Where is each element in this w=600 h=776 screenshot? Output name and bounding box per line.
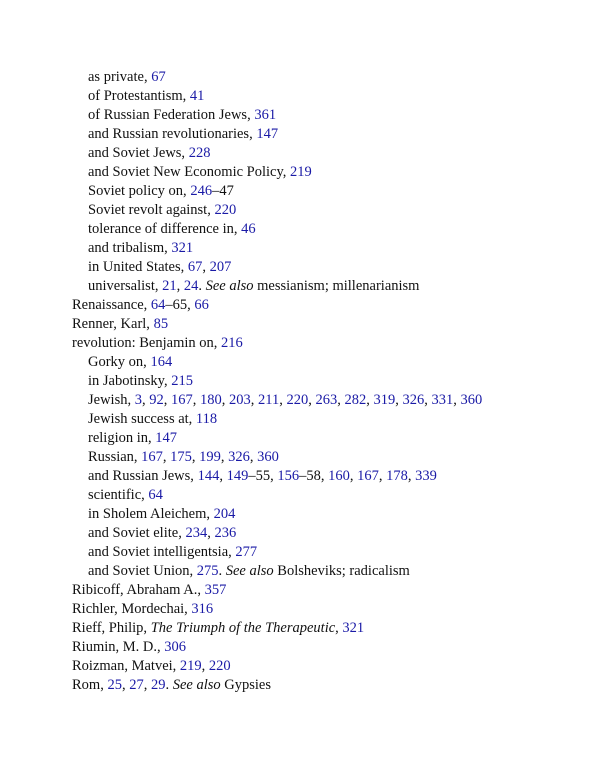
entry-text: universalist, <box>88 278 163 294</box>
index-entry <box>0 619 600 638</box>
index-entry <box>0 581 600 600</box>
index-subentry <box>0 524 600 543</box>
index-entry <box>0 657 600 676</box>
entry-text: , <box>279 392 287 408</box>
page-reference-link[interactable]: 220 <box>286 392 309 408</box>
page-reference-link[interactable]: 149 <box>226 468 249 484</box>
entry-text: scientific, <box>88 487 149 503</box>
entry-text: Rom, <box>72 677 108 693</box>
page-reference-link[interactable]: 360 <box>257 449 279 465</box>
index-subentry <box>0 258 600 277</box>
page-reference-link[interactable]: 219 <box>290 164 312 180</box>
index-subentry <box>0 239 600 258</box>
page-reference-link[interactable]: 216 <box>221 335 243 351</box>
entry-text: in Sholem Aleichem, <box>88 506 214 522</box>
page-reference-link[interactable]: 219 <box>179 658 202 674</box>
entry-text: , <box>192 392 200 408</box>
entry-text: as private, <box>88 69 152 85</box>
index-subentry <box>0 144 600 163</box>
entry-text: tolerance of difference in, <box>88 221 242 237</box>
entry-text: , <box>141 392 150 408</box>
entry-text: –55, <box>248 468 278 484</box>
page-reference-link[interactable]: 67 <box>151 69 166 85</box>
entry-text: . <box>218 563 226 579</box>
page-reference-link[interactable]: 167 <box>170 392 193 408</box>
entry-text: and Russian Jews, <box>88 468 198 484</box>
page-reference-link[interactable]: 360 <box>460 392 483 408</box>
page-reference-link[interactable]: 64 <box>150 297 166 313</box>
entry-text: Jewish success at, <box>88 411 196 427</box>
index-subentry <box>0 163 600 182</box>
entry-text: , <box>366 392 374 408</box>
entry-text: , <box>221 392 229 408</box>
entry-text: revolution: Benjamin on, <box>72 335 222 351</box>
page-reference-link[interactable]: 167 <box>141 449 163 465</box>
page-reference-link[interactable]: 66 <box>194 297 209 313</box>
page-reference-link[interactable]: 29 <box>150 677 166 693</box>
entry-text: Rieff, Philip, <box>72 620 151 636</box>
entry-text: –47 <box>212 183 234 199</box>
page-reference-link[interactable]: 275 <box>196 563 219 579</box>
page-reference-link[interactable]: 199 <box>199 449 221 465</box>
entry-text: . <box>198 278 206 294</box>
entry-text: and Soviet Jews, <box>88 145 189 161</box>
index-subentry <box>0 486 600 505</box>
index-subentry <box>0 505 600 524</box>
entry-text: in United States, <box>88 259 188 275</box>
entry-text: of Russian Federation Jews, <box>88 107 255 123</box>
entry-text: of Protestantism, <box>88 88 190 104</box>
entry-text: , <box>202 259 210 275</box>
entry-text: –58, <box>299 468 329 484</box>
entry-text: in Jabotinsky, <box>88 373 172 389</box>
page-reference-link[interactable]: 3 <box>134 392 142 408</box>
entry-text: and Soviet New Economic Policy, <box>88 164 291 180</box>
page-reference-link[interactable]: 156 <box>277 468 300 484</box>
entry-text: , <box>335 620 343 636</box>
index-subentry <box>0 410 600 429</box>
entry-text: , <box>249 449 258 465</box>
italic-text: See also <box>205 278 254 294</box>
italic-text: See also <box>172 677 221 693</box>
entry-text: , <box>121 677 130 693</box>
entry-text: Riumin, M. D., <box>72 639 165 655</box>
entry-text: Bolsheviks; radicalism <box>273 563 410 579</box>
page-reference-link[interactable]: 228 <box>188 145 211 161</box>
index-subentry <box>0 467 600 486</box>
index-subentry <box>0 201 600 220</box>
page-reference-link[interactable]: 246 <box>190 183 213 199</box>
entry-text: , <box>201 658 209 674</box>
page-reference-link[interactable]: 24 <box>183 278 199 294</box>
index-entry <box>0 315 600 334</box>
page-reference-link[interactable]: 180 <box>199 392 222 408</box>
entry-text: Richler, Mordechai, <box>72 601 192 617</box>
entry-text: , <box>176 278 184 294</box>
entry-text: –65, <box>165 297 195 313</box>
page-reference-link[interactable]: 207 <box>209 259 232 275</box>
page-reference-link[interactable]: 357 <box>204 582 227 598</box>
page-reference-link[interactable]: 211 <box>257 392 280 408</box>
page-reference-link[interactable]: 64 <box>148 487 163 503</box>
page-reference-link[interactable]: 316 <box>191 601 214 617</box>
page-reference-link[interactable]: 204 <box>213 506 236 522</box>
page-reference-link[interactable]: 220 <box>208 658 231 674</box>
entry-text: , <box>191 449 200 465</box>
entry-text: , <box>378 468 387 484</box>
page-reference-link[interactable]: 25 <box>107 677 122 693</box>
entry-text: , <box>395 392 403 408</box>
entry-text: and tribalism, <box>88 240 172 256</box>
page-reference-link[interactable]: 361 <box>254 107 277 123</box>
entry-text: and Soviet Union, <box>88 563 197 579</box>
index-entry <box>0 600 600 619</box>
index-subentry <box>0 372 600 391</box>
page-reference-link[interactable]: 263 <box>315 392 338 408</box>
entry-text: . <box>165 677 173 693</box>
page-reference-link[interactable]: 147 <box>256 126 279 142</box>
page-reference-link[interactable]: 67 <box>187 259 203 275</box>
index-entry <box>0 676 600 695</box>
index-subentry <box>0 429 600 448</box>
page-reference-link[interactable]: 92 <box>149 392 164 408</box>
italic-text: See also <box>225 563 274 579</box>
entry-text: Soviet policy on, <box>88 183 191 199</box>
page-reference-link[interactable]: 167 <box>357 468 379 484</box>
page-reference-link[interactable]: 331 <box>431 392 454 408</box>
italic-text: The Triumph of the Therapeutic <box>150 620 336 636</box>
entry-text: , <box>407 468 416 484</box>
page-reference-link[interactable]: 319 <box>373 392 396 408</box>
entry-text: and Russian revolutionaries, <box>88 126 257 142</box>
index-subentry <box>0 391 600 410</box>
page-reference-link[interactable]: 277 <box>235 544 258 560</box>
index-entry <box>0 334 600 353</box>
page-reference-link[interactable]: 326 <box>402 392 425 408</box>
page-reference-link[interactable]: 203 <box>228 392 251 408</box>
page-reference-link[interactable]: 118 <box>195 411 218 427</box>
index-subentry <box>0 353 600 372</box>
entry-text: Roizman, Matvei, <box>72 658 180 674</box>
page-reference-link[interactable]: 27 <box>129 677 144 693</box>
page-reference-link[interactable]: 175 <box>170 449 192 465</box>
page-reference-link[interactable]: 215 <box>171 373 193 389</box>
page-reference-link[interactable]: 234 <box>185 525 208 541</box>
entry-text: Renaissance, <box>72 297 151 313</box>
entry-text: messianism; millenarianism <box>253 278 420 294</box>
page-reference-link[interactable]: 321 <box>342 620 365 636</box>
page-reference-link[interactable]: 339 <box>415 468 437 484</box>
index-subentry <box>0 125 600 144</box>
index-subentry <box>0 106 600 125</box>
entry-text: , <box>424 392 432 408</box>
index-subentry <box>0 87 600 106</box>
index-subentry <box>0 68 600 87</box>
entry-text: religion in, <box>88 430 156 446</box>
index-page <box>0 68 600 695</box>
entry-text: Gypsies <box>220 677 271 693</box>
page-reference-link[interactable]: 160 <box>328 468 350 484</box>
index-subentry <box>0 543 600 562</box>
page-reference-link[interactable]: 85 <box>153 316 169 332</box>
entry-text: , <box>163 392 171 408</box>
entry-text: , <box>349 468 358 484</box>
index-subentry <box>0 220 600 239</box>
index-entry <box>0 638 600 657</box>
entry-text: , <box>337 392 345 408</box>
index-subentry <box>0 182 600 201</box>
page-reference-link[interactable]: 236 <box>214 525 237 541</box>
page-reference-link[interactable]: 306 <box>164 639 186 655</box>
entry-text: and Soviet elite, <box>88 525 186 541</box>
page-reference-link[interactable]: 321 <box>171 240 194 256</box>
page-reference-link[interactable]: 41 <box>189 88 205 104</box>
entry-text: , <box>250 392 258 408</box>
page-reference-link[interactable]: 178 <box>386 468 408 484</box>
entry-text: , <box>162 449 171 465</box>
page-reference-link[interactable]: 164 <box>150 354 173 370</box>
index-subentry <box>0 277 600 296</box>
entry-text: , <box>308 392 316 408</box>
page-reference-link[interactable]: 144 <box>197 468 220 484</box>
page-reference-link[interactable]: 220 <box>214 202 237 218</box>
page-reference-link[interactable]: 21 <box>162 278 177 294</box>
entry-text: Jewish, <box>88 392 135 408</box>
page-reference-link[interactable]: 46 <box>241 221 256 237</box>
index-subentry <box>0 448 600 467</box>
entry-text: and Soviet intelligentsia, <box>88 544 236 560</box>
page-reference-link[interactable]: 147 <box>155 430 178 446</box>
entry-text: , <box>207 525 215 541</box>
entry-text: , <box>220 449 229 465</box>
entry-text: , <box>219 468 227 484</box>
entry-text: , <box>453 392 461 408</box>
index-entry <box>0 296 600 315</box>
entry-text: , <box>143 677 151 693</box>
page-reference-link[interactable]: 326 <box>228 449 250 465</box>
entry-text: Ribicoff, Abraham A., <box>72 582 205 598</box>
entry-text: Gorky on, <box>88 354 151 370</box>
entry-text: Soviet revolt against, <box>88 202 215 218</box>
index-subentry <box>0 562 600 581</box>
entry-text: Renner, Karl, <box>72 316 154 332</box>
page-reference-link[interactable]: 282 <box>344 392 367 408</box>
entry-text: Russian, <box>88 449 142 465</box>
